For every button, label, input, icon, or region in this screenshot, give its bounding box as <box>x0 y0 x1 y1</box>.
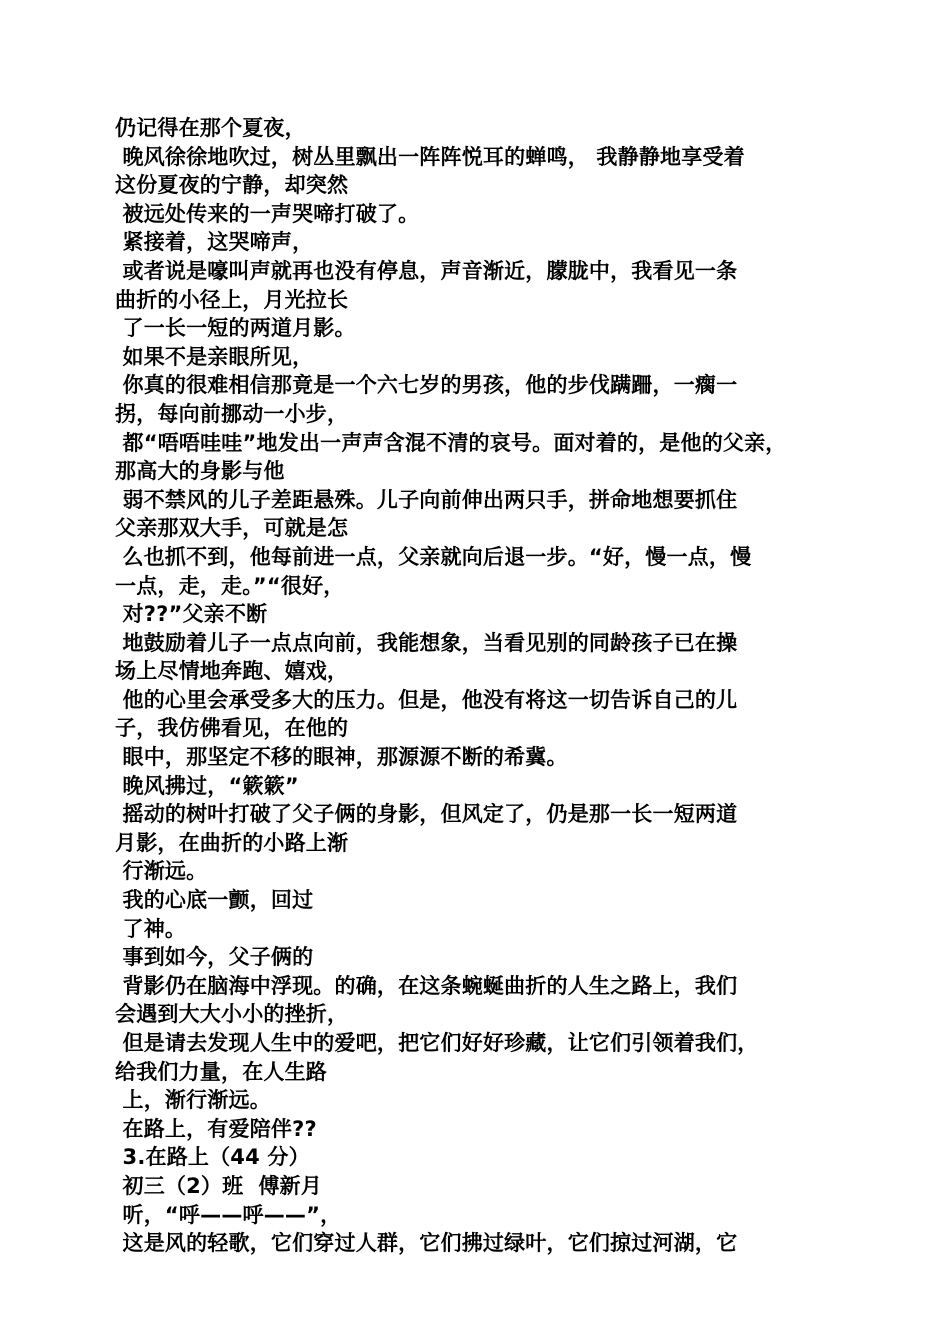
text-line: 地鼓励着儿子一点点向前，我能想象，当看见别的同龄孩子已在操 <box>115 630 738 655</box>
essay-text-block <box>115 114 845 1258</box>
text-line: 这份夏夜的宁静，却突然 <box>115 173 349 198</box>
text-line: 那高大的身影与他 <box>115 459 285 484</box>
text-line: 我的心底一颤，回过 <box>115 888 314 913</box>
text-line: 晚风拂过，“簌簌” <box>115 773 299 798</box>
text-line: 3.在路上（44 分） <box>115 1145 310 1170</box>
text-line: 一点，走，走。”“很好， <box>115 573 345 598</box>
text-line: 都“唔唔哇哇”地发出一声声含混不清的哀号。面对着的，是他的父亲， <box>115 430 787 455</box>
text-line: 给我们力量，在人生路 <box>115 1059 327 1084</box>
text-line: 如果不是亲眼所见， <box>115 344 314 369</box>
text-line: 他的心里会承受多大的压力。但是，他没有将这一切告诉自己的儿 <box>115 687 738 712</box>
text-line: 拐，每向前挪动一小步， <box>115 401 349 426</box>
text-line: 但是请去发现人生中的爱吧，把它们好好珍藏，让它们引领着我们， <box>115 1031 759 1055</box>
text-line: 对??”父亲不断 <box>115 602 268 627</box>
text-line: 上，渐行渐远。 <box>115 1088 271 1113</box>
text-line: 场上尽情地奔跑、嬉戏， <box>115 659 349 684</box>
text-line: 月影，在曲折的小路上渐 <box>115 830 349 855</box>
text-line: 紧接着，这哭啼声， <box>115 230 314 255</box>
text-line: 被远处传来的一声哭啼打破了。 <box>115 201 420 226</box>
text-line: 初三（2）班 傅新月 <box>115 1173 322 1198</box>
text-line: 行渐远。 <box>115 859 208 884</box>
text-line: 弱不禁风的儿子差距悬殊。儿子向前伸出两只手，拼命地想要抓住 <box>115 487 738 512</box>
text-line: 这是风的轻歌，它们穿过人群，它们拂过绿叶，它们掠过河湖，它 <box>115 1231 738 1256</box>
text-line: 了一长一短的两道月影。 <box>115 316 356 341</box>
text-line: 你真的很难相信那竟是一个六七岁的男孩，他的步伐蹒跚，一瘸一 <box>115 373 738 398</box>
text-line: 了神。 <box>115 916 187 941</box>
text-line: 或者说是嚎叫声就再也没有停息，声音渐近，朦胧中，我看见一条 <box>115 258 738 283</box>
text-line: 听，“呼——呼——”， <box>115 1202 342 1227</box>
text-line: 仍记得在那个夏夜， <box>115 116 306 140</box>
text-line: 子，我仿佛看见，在他的 <box>115 716 349 741</box>
text-line: 背影仍在脑海中浮现。的确，在这条蜿蜒曲折的人生之路上，我们 <box>115 973 738 998</box>
text-line: 会遇到大大小小的挫折， <box>115 1002 349 1027</box>
text-line: 么也抓不到，他每前进一点，父亲就向后退一步。“好，慢一点，慢 <box>115 544 752 569</box>
text-line: 父亲那双大手，可就是怎 <box>115 516 349 541</box>
text-line: 晚风徐徐地吹过，树丛里飘出一阵阵悦耳的蝉鸣， 我静静地享受着 <box>115 144 745 169</box>
text-line: 摇动的树叶打破了父子俩的身影，但风定了，仍是那一长一短两道 <box>115 802 738 827</box>
text-line: 眼中，那坚定不移的眼神，那源源不断的希冀。 <box>115 745 568 770</box>
text-line: 在路上，有爱陪伴?? <box>115 1116 317 1141</box>
text-line: 事到如今，父子俩的 <box>115 945 314 970</box>
text-line: 曲折的小径上，月光拉长 <box>115 287 349 312</box>
